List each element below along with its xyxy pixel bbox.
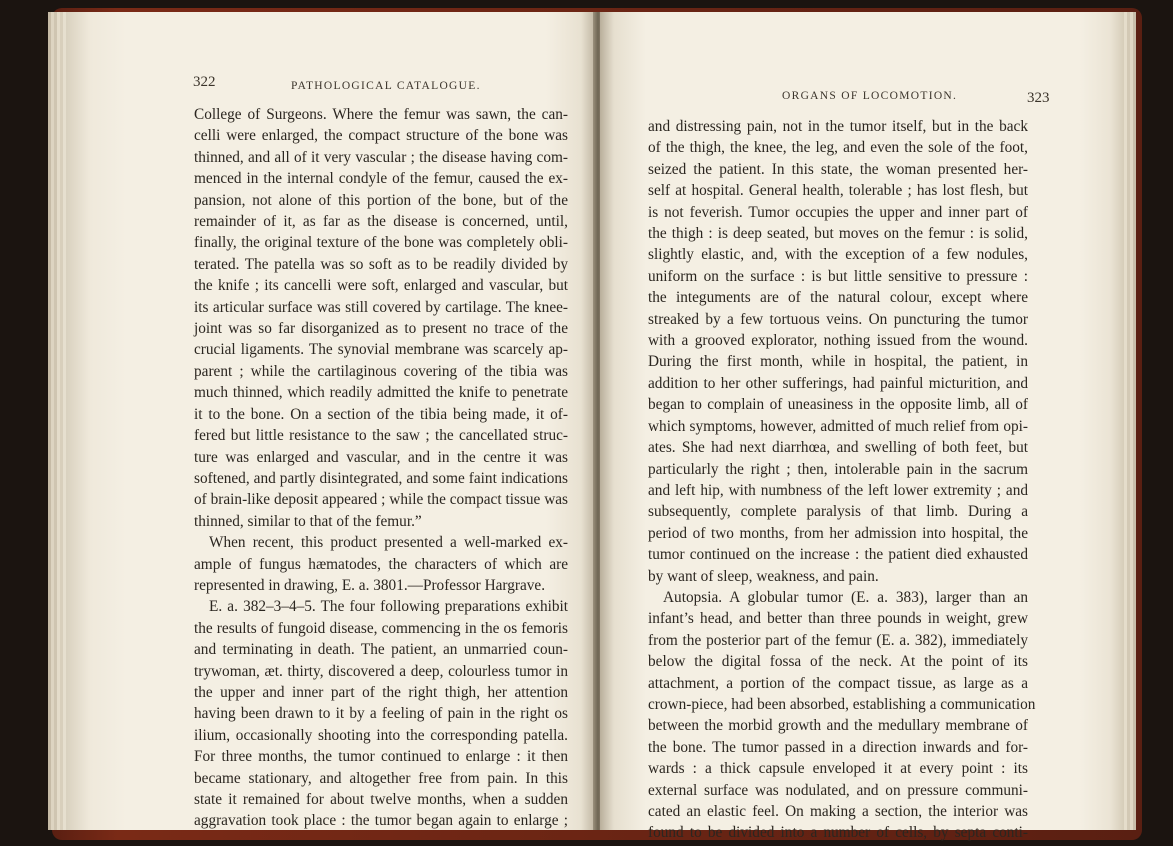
page-number: 322 bbox=[193, 74, 216, 90]
text-line: below the digital fossa of the neck. At the point of its bbox=[648, 653, 1028, 671]
text-line: and terminating in death. The patient, an unmarried coun- bbox=[194, 641, 568, 659]
text-line: Autopsia. A globular tumor (E. a. 383), larger than an bbox=[663, 588, 1028, 606]
text-line: joint was so far disorganized as to present no trace of the bbox=[194, 320, 568, 338]
text-line: from the posterior part of the femur (E. a. 382), immediately bbox=[648, 631, 1028, 649]
text-line: the results of fungoid disease, commencing in the os femoris bbox=[194, 619, 568, 637]
text-line: the bone. The tumor passed in a direction inwards and for- bbox=[648, 738, 1028, 756]
text-line: For three months, the tumor continued to enlarge : it then bbox=[194, 748, 568, 766]
text-line: aggravation took place : the tumor began again to enlarge ; bbox=[194, 812, 568, 830]
text-line: menced in the internal condyle of the femur, caused the ex- bbox=[194, 170, 568, 188]
text-line: of the thigh, the knee, the leg, and even the sole of the foot, bbox=[648, 139, 1028, 157]
text-line: became stationary, and altogether free from pain. In this bbox=[194, 769, 568, 787]
text-line: slightly elastic, and, with the exception of a few nodules, bbox=[648, 246, 1028, 264]
right-page bbox=[600, 12, 1124, 842]
text-line: of brain-like deposit appeared ; while the compact tissue was bbox=[194, 491, 568, 509]
text-line: much thinned, which readily admitted the knife to penetrate bbox=[194, 384, 568, 402]
text-line: and left hip, with numbness of the left lower extremity ; and bbox=[648, 481, 1028, 499]
text-line: subsequently, complete paralysis of that limb. During a bbox=[648, 503, 1028, 521]
text-line: ture was enlarged and vascular, and in the centre it was bbox=[194, 448, 568, 466]
text-line: terated. The patella was so soft as to be readily divided by bbox=[194, 255, 568, 273]
text-line: having been drawn to it by a feeling of pain in the right os bbox=[194, 705, 568, 723]
text-line: celli were enlarged, the compact structure of the bone was bbox=[194, 127, 568, 145]
text-line: streaked by a few tortuous veins. On puncturing the tumor bbox=[648, 310, 1028, 328]
text-line: which symptoms, however, admitted of much relief from opi- bbox=[648, 417, 1028, 435]
text-line: attachment, a portion of the compact tissue, as large as a bbox=[648, 674, 1028, 692]
text-line: the knife ; its cancelli were soft, enlarged and vascular, but bbox=[194, 277, 568, 295]
running-head: ORGANS OF LOCOMOTION. bbox=[782, 90, 958, 102]
text-line: cated an elastic feel. On making a section, the interior was bbox=[648, 803, 1028, 820]
text-line: particularly the right ; then, intolerable pain in the sacrum bbox=[648, 460, 1028, 478]
text-line: found to be divided into a number of cells, by septa conti- bbox=[648, 824, 1028, 842]
text-line: seized the patient. In this state, the woman presented her- bbox=[648, 160, 1028, 178]
running-head: PATHOLOGICAL CATALOGUE. bbox=[291, 80, 481, 92]
text-line: pansion, not alone of this portion of the bone, but of the bbox=[194, 191, 568, 209]
text-line: crown-piece, had been absorbed, establishing a communication bbox=[648, 695, 1036, 713]
text-line: with a grooved explorator, nothing issued from the wound. bbox=[648, 332, 1028, 350]
text-line: ilium, occasionally shooting into the corresponding patella. bbox=[194, 726, 568, 744]
page-number: 323 bbox=[1027, 90, 1050, 106]
text-line: ample of fungus hæmatodes, the characters of which are bbox=[194, 555, 568, 573]
text-line: its articular surface was still covered by cartilage. The knee- bbox=[194, 298, 568, 316]
text-line: state it remained for about twelve months, when a sudden bbox=[194, 791, 568, 808]
text-line: finally, the original texture of the bone was completely obli- bbox=[194, 234, 568, 252]
text-line: wards : a thick capsule enveloped it at every point : its bbox=[648, 760, 1028, 778]
text-line: is not feverish. Tumor occupies the upper and inner part of bbox=[648, 203, 1028, 221]
text-line: crucial ligaments. The synovial membrane was scarcely ap- bbox=[194, 341, 568, 359]
text-line: thinned, and all of it very vascular ; the disease having com- bbox=[194, 148, 568, 166]
text-line: and distressing pain, not in the tumor itself, but in the back bbox=[648, 118, 1028, 135]
text-line: fered but little resistance to the saw ; the cancellated struc- bbox=[194, 427, 568, 445]
text-line: E. a. 382–3–4–5. The four following preparations exhibit bbox=[209, 598, 568, 616]
text-line: College of Surgeons. Where the femur was sawn, the can- bbox=[194, 106, 568, 123]
text-line: softened, and partly disintegrated, and some faint indications bbox=[194, 469, 568, 487]
right-body-text bbox=[648, 116, 1036, 844]
text-line: external surface was nodulated, and on pressure communi- bbox=[648, 781, 1028, 799]
left-body-text bbox=[194, 104, 568, 832]
text-line: trywoman, æt. thirty, discovered a deep, colourless tumor in bbox=[194, 662, 568, 680]
text-line: uniform on the surface : is but little sensitive to pressure : bbox=[648, 267, 1028, 285]
text-line: period of two months, from her admission into hospital, the bbox=[648, 524, 1028, 542]
text-line: parent ; while the cartilaginous covering of the tibia was bbox=[194, 362, 568, 380]
left-page bbox=[66, 12, 596, 830]
text-line: infant’s head, and better than three pounds in weight, grew bbox=[648, 610, 1028, 628]
text-line: addition to her other sufferings, had painful micturition, and bbox=[648, 374, 1028, 392]
text-line: remainder of it, as far as the disease is concerned, until, bbox=[194, 213, 568, 231]
text-line: self at hospital. General health, tolerable ; has lost flesh, but bbox=[648, 182, 1028, 200]
text-line: it to the bone. On a section of the tibia being made, it of- bbox=[194, 405, 568, 423]
text-line: by want of sleep, weakness, and pain. bbox=[648, 567, 879, 585]
text-line: the integuments are of the natural colour, except where bbox=[648, 289, 1028, 307]
text-line: ates. She had next diarrhœa, and swelling of both feet, but bbox=[648, 439, 1028, 457]
text-line: the thigh : is deep seated, but moves on the femur : is solid, bbox=[648, 225, 1028, 243]
text-line: During the first month, while in hospital, the patient, in bbox=[648, 353, 1028, 371]
text-line: tumor continued on the increase : the patient died exhausted bbox=[648, 546, 1028, 564]
text-line: thinned, similar to that of the femur.” bbox=[194, 512, 422, 530]
text-line: When recent, this product presented a well-marked ex- bbox=[209, 534, 568, 552]
text-line: began to complain of uneasiness in the opposite limb, all of bbox=[648, 396, 1028, 414]
text-line: represented in drawing, E. a. 3801.—Professor Hargrave. bbox=[194, 576, 546, 594]
text-line: the upper and inner part of the right thigh, her attention bbox=[194, 683, 568, 701]
text-line: between the morbid growth and the medullary membrane of bbox=[648, 717, 1028, 735]
